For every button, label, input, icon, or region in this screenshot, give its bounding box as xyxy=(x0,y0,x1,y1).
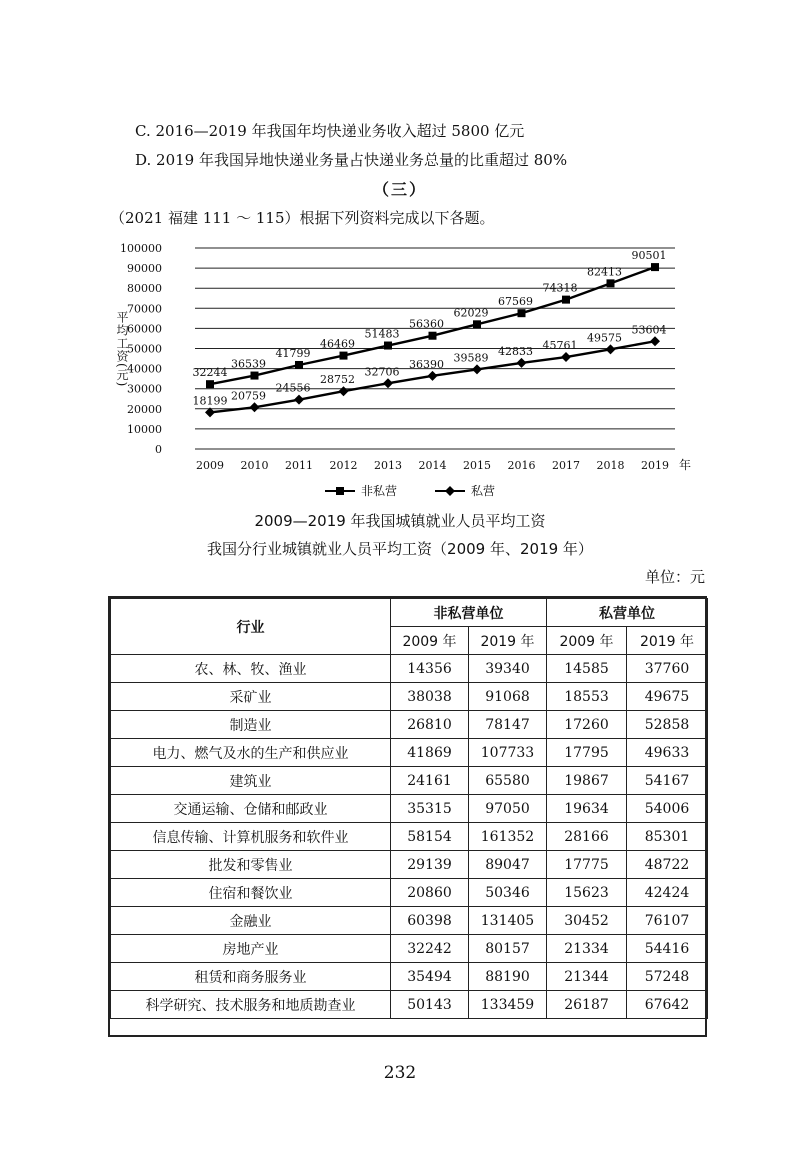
x-tick-label: 2019 xyxy=(641,459,669,472)
data-point-square xyxy=(295,361,303,369)
data-label: 36539 xyxy=(231,357,266,371)
data-point-square xyxy=(473,320,481,328)
data-point-square xyxy=(518,309,526,317)
x-tick-label: 2018 xyxy=(596,459,625,472)
industry-cell: 采矿业 xyxy=(111,683,391,711)
data-label: 41799 xyxy=(275,346,311,360)
unit-label: 单位：元 xyxy=(644,568,705,586)
data-label: 42833 xyxy=(498,344,533,358)
x-tick-label: 2009 xyxy=(196,459,224,472)
wage-line-chart xyxy=(100,236,720,508)
data-point-diamond xyxy=(561,352,571,362)
value-cell: 35494 xyxy=(391,963,469,991)
data-point-diamond xyxy=(428,371,438,381)
industry-cell: 科学研究、技术服务和地质勘查业 xyxy=(111,991,391,1019)
value-cell: 65580 xyxy=(469,767,547,795)
x-tick-label: 2012 xyxy=(329,459,358,472)
value-cell: 91068 xyxy=(469,683,547,711)
chart-title: 2009—2019 年我国城镇就业人员平均工资 xyxy=(254,512,546,530)
table-row xyxy=(111,823,708,851)
table-row xyxy=(111,739,708,767)
value-cell: 57248 xyxy=(627,963,708,991)
value-cell: 88190 xyxy=(469,963,547,991)
value-cell: 26187 xyxy=(547,991,627,1019)
value-cell: 97050 xyxy=(469,795,547,823)
data-label: 90501 xyxy=(631,249,667,263)
industry-cell: 金融业 xyxy=(111,907,391,935)
y-tick-label: 50000 xyxy=(127,342,162,356)
y-tick-label: 60000 xyxy=(127,322,162,336)
data-label: 56360 xyxy=(409,317,444,331)
x-tick-label: 2010 xyxy=(240,459,269,472)
industry-cell: 住宿和餐饮业 xyxy=(111,879,391,907)
value-cell: 58154 xyxy=(391,823,469,851)
value-cell: 14585 xyxy=(547,655,627,683)
option-c: C. 2016—2019 年我国年均快递业务收入超过 5800 亿元 xyxy=(135,122,525,140)
chart-legend xyxy=(325,483,495,498)
table-row xyxy=(111,935,708,963)
industry-cell: 制造业 xyxy=(111,711,391,739)
x-tick-label: 2016 xyxy=(507,459,536,472)
value-cell: 21334 xyxy=(547,935,627,963)
table-row xyxy=(111,851,708,879)
value-cell: 133459 xyxy=(469,991,547,1019)
industry-cell: 租赁和商务服务业 xyxy=(111,963,391,991)
data-point-square xyxy=(429,332,437,340)
value-cell: 30452 xyxy=(547,907,627,935)
value-cell: 161352 xyxy=(469,823,547,851)
header-np-2009: 2009 年 xyxy=(391,627,469,655)
value-cell: 41869 xyxy=(391,739,469,767)
legend-marker-square xyxy=(336,487,344,495)
x-tick-label: 2015 xyxy=(463,459,491,472)
value-cell: 18553 xyxy=(547,683,627,711)
data-point-square xyxy=(607,279,615,287)
table-row xyxy=(111,963,708,991)
value-cell: 107733 xyxy=(469,739,547,767)
data-point-diamond xyxy=(383,378,393,388)
y-tick-label: 100000 xyxy=(120,242,162,255)
data-point-diamond xyxy=(606,344,616,354)
data-point-diamond xyxy=(250,402,260,412)
value-cell: 78147 xyxy=(469,711,547,739)
industry-cell: 房地产业 xyxy=(111,935,391,963)
data-label: 51483 xyxy=(364,327,400,341)
value-cell: 19867 xyxy=(547,767,627,795)
industry-cell: 农、林、牧、渔业 xyxy=(111,655,391,683)
data-label: 45761 xyxy=(542,339,578,353)
value-cell: 20860 xyxy=(391,879,469,907)
value-cell: 21344 xyxy=(547,963,627,991)
x-tick-label: 2011 xyxy=(285,459,313,472)
table-row xyxy=(111,795,708,823)
section-heading: （三） xyxy=(372,180,427,199)
data-label: 46469 xyxy=(320,337,355,351)
table-title: 我国分行业城镇就业人员平均工资（2009 年、2019 年） xyxy=(207,540,593,558)
data-label: 39589 xyxy=(453,351,489,365)
legend-marker-diamond xyxy=(445,486,455,496)
data-label: 24556 xyxy=(275,381,311,395)
industry-cell: 交通运输、仓储和邮政业 xyxy=(111,795,391,823)
value-cell: 89047 xyxy=(469,851,547,879)
data-label: 32244 xyxy=(192,366,228,380)
data-point-square xyxy=(562,296,570,304)
value-cell: 85301 xyxy=(627,823,708,851)
value-cell: 49633 xyxy=(627,739,708,767)
value-cell: 52858 xyxy=(627,711,708,739)
section-intro: （2021 福建 111 ～ 115）根据下列资料完成以下各题。 xyxy=(110,209,495,227)
data-point-square xyxy=(251,372,259,380)
value-cell: 17795 xyxy=(547,739,627,767)
value-cell: 54416 xyxy=(627,935,708,963)
table-row xyxy=(111,991,708,1019)
header-p-2019: 2019 年 xyxy=(627,627,708,655)
industry-cell: 建筑业 xyxy=(111,767,391,795)
data-label: 18199 xyxy=(192,394,228,408)
table-row xyxy=(111,907,708,935)
table-row xyxy=(111,711,708,739)
y-tick-label: 40000 xyxy=(127,362,162,376)
y-tick-label: 30000 xyxy=(127,382,162,396)
y-axis-label: 平均工资(元) xyxy=(115,311,129,388)
value-cell: 48722 xyxy=(627,851,708,879)
value-cell: 37760 xyxy=(627,655,708,683)
data-point-square xyxy=(206,380,214,388)
value-cell: 17260 xyxy=(547,711,627,739)
value-cell: 50346 xyxy=(469,879,547,907)
industry-cell: 电力、燃气及水的生产和供应业 xyxy=(111,739,391,767)
y-tick-label: 70000 xyxy=(127,302,162,316)
industry-cell: 信息传输、计算机服务和软件业 xyxy=(111,823,391,851)
data-label: 20759 xyxy=(231,389,266,403)
legend-label: 私营 xyxy=(471,484,496,498)
value-cell: 42424 xyxy=(627,879,708,907)
page-number: 232 xyxy=(383,1063,417,1083)
data-point-diamond xyxy=(472,364,482,374)
data-label: 67569 xyxy=(498,295,533,309)
header-np-2019: 2019 年 xyxy=(469,627,547,655)
value-cell: 54167 xyxy=(627,767,708,795)
y-tick-label: 10000 xyxy=(127,422,162,436)
data-label: 82413 xyxy=(587,265,622,279)
data-point-diamond xyxy=(339,386,349,396)
data-label: 49575 xyxy=(587,331,622,345)
value-cell: 32242 xyxy=(391,935,469,963)
table-row xyxy=(111,683,708,711)
option-d: D. 2019 年我国异地快递业务量占快递业务总量的比重超过 80% xyxy=(135,151,568,169)
y-tick-label: 0 xyxy=(155,443,162,456)
data-label: 28752 xyxy=(320,373,355,387)
value-cell: 131405 xyxy=(469,907,547,935)
table-row xyxy=(111,879,708,907)
value-cell: 54006 xyxy=(627,795,708,823)
header-nonprivate: 非私营单位 xyxy=(391,599,547,627)
data-point-diamond xyxy=(517,358,527,368)
value-cell: 15623 xyxy=(547,879,627,907)
y-tick-label: 80000 xyxy=(127,282,162,296)
table-row xyxy=(111,655,708,683)
data-point-square xyxy=(340,352,348,360)
header-p-2009: 2009 年 xyxy=(547,627,627,655)
value-cell: 29139 xyxy=(391,851,469,879)
industry-wage-table xyxy=(110,598,708,1019)
value-cell: 50143 xyxy=(391,991,469,1019)
value-cell: 19634 xyxy=(547,795,627,823)
table-row xyxy=(111,767,708,795)
value-cell: 80157 xyxy=(469,935,547,963)
data-point-square xyxy=(384,342,392,350)
header-industry: 行业 xyxy=(111,599,391,655)
value-cell: 26810 xyxy=(391,711,469,739)
data-point-diamond xyxy=(650,336,660,346)
legend-label: 非私营 xyxy=(361,484,398,498)
value-cell: 35315 xyxy=(391,795,469,823)
value-cell: 28166 xyxy=(547,823,627,851)
data-label: 53604 xyxy=(631,323,667,337)
y-tick-label: 90000 xyxy=(127,262,162,276)
data-label: 36390 xyxy=(409,357,444,371)
value-cell: 60398 xyxy=(391,907,469,935)
data-label: 32706 xyxy=(364,365,400,379)
value-cell: 14356 xyxy=(391,655,469,683)
value-cell: 38038 xyxy=(391,683,469,711)
data-point-diamond xyxy=(294,395,304,405)
data-point-square xyxy=(651,263,659,271)
x-tick-label: 2017 xyxy=(552,459,580,472)
x-axis-unit-label: 年 xyxy=(679,458,692,472)
data-label: 74318 xyxy=(542,281,578,295)
value-cell: 49675 xyxy=(627,683,708,711)
value-cell: 76107 xyxy=(627,907,708,935)
industry-cell: 批发和零售业 xyxy=(111,851,391,879)
value-cell: 67642 xyxy=(627,991,708,1019)
value-cell: 17775 xyxy=(547,851,627,879)
y-tick-label: 20000 xyxy=(127,402,162,416)
data-label: 62029 xyxy=(453,306,489,320)
x-tick-label: 2014 xyxy=(418,459,447,472)
value-cell: 24161 xyxy=(391,767,469,795)
header-private: 私营单位 xyxy=(547,599,708,627)
x-tick-label: 2013 xyxy=(374,459,402,472)
value-cell: 39340 xyxy=(469,655,547,683)
